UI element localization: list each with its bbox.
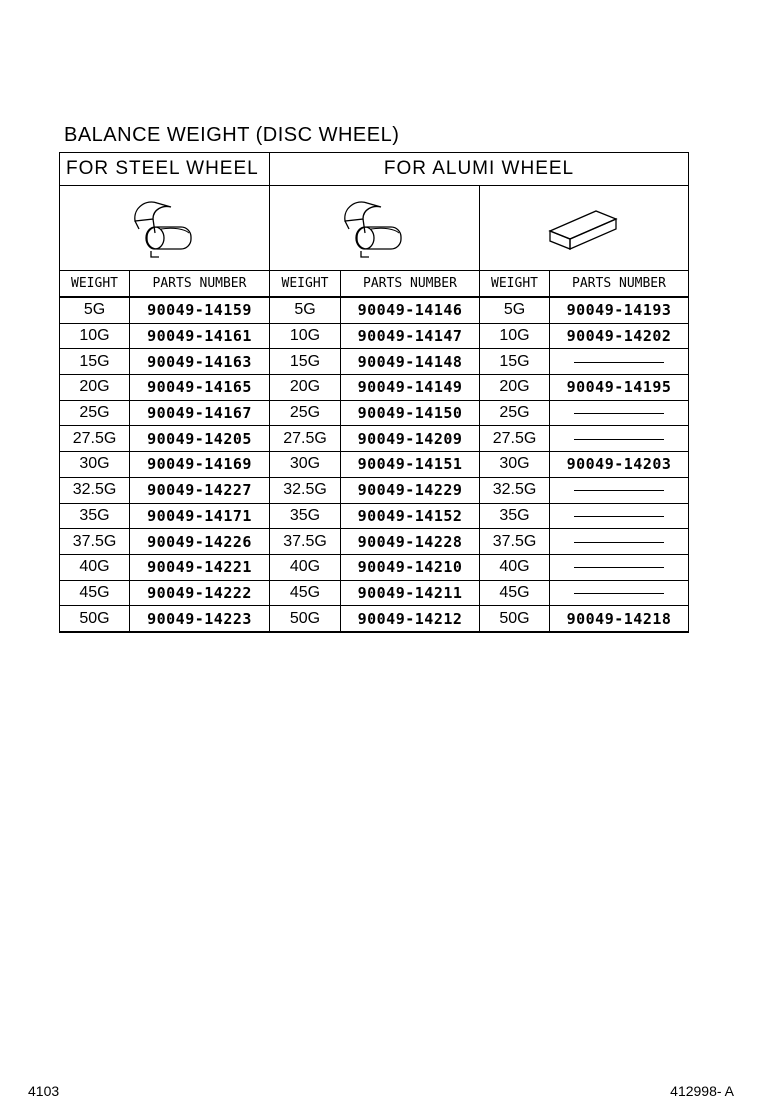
- steel-parts-number-cell: 90049-14163: [130, 349, 270, 375]
- steel-weight-cell: 25G: [60, 400, 130, 426]
- balance-weight-table: [59, 152, 689, 633]
- adhesive-parts-number-cell: [550, 580, 689, 606]
- steel-wheel-header: FOR STEEL WHEEL: [60, 153, 270, 186]
- adhesive-parts-number-cell: 90049-14193: [550, 297, 689, 323]
- table-row: [60, 297, 689, 323]
- steel-parts-number-column-header: PARTS NUMBER: [130, 271, 270, 298]
- adhesive-weight-cell: 27.5G: [480, 426, 550, 452]
- alumi-parts-number-cell: 90049-14228: [341, 529, 480, 555]
- adhesive-weight-cell: 32.5G: [480, 477, 550, 503]
- steel-weight-cell: 27.5G: [60, 426, 130, 452]
- steel-parts-number-cell: 90049-14171: [130, 503, 270, 529]
- alumi-parts-number-column-header: PARTS NUMBER: [341, 271, 480, 298]
- steel-parts-number-cell: 90049-14169: [130, 452, 270, 478]
- alumi-weight-cell: 40G: [270, 554, 341, 580]
- not-available-dash: [574, 413, 664, 414]
- table-row: [60, 400, 689, 426]
- table-row: [60, 375, 689, 401]
- alumi-parts-number-cell: 90049-14148: [341, 349, 480, 375]
- steel-weight-cell: 30G: [60, 452, 130, 478]
- steel-weight-cell: 5G: [60, 297, 130, 323]
- adhesive-parts-number-cell: 90049-14195: [550, 375, 689, 401]
- adhesive-parts-number-cell: [550, 529, 689, 555]
- table-row: [60, 580, 689, 606]
- not-available-dash: [574, 542, 664, 543]
- clip-on-weight-icon: [125, 193, 205, 263]
- adhesive-parts-number-cell: 90049-14203: [550, 452, 689, 478]
- adhesive-weight-cell: 45G: [480, 580, 550, 606]
- alumi-parts-number-cell: 90049-14150: [341, 400, 480, 426]
- steel-weight-cell: 10G: [60, 323, 130, 349]
- steel-weight-cell: 15G: [60, 349, 130, 375]
- steel-parts-number-cell: 90049-14161: [130, 323, 270, 349]
- page-number-left: 4103: [28, 1083, 60, 1099]
- adhesive-weight-cell: 15G: [480, 349, 550, 375]
- steel-parts-number-cell: 90049-14159: [130, 297, 270, 323]
- alumi-weight-column-header: WEIGHT: [270, 271, 341, 298]
- adhesive-weight-cell: 30G: [480, 452, 550, 478]
- adhesive-parts-number-cell: 90049-14202: [550, 323, 689, 349]
- illustration-code: 412998- A: [670, 1083, 734, 1099]
- alumi-weight-cell: 25G: [270, 400, 341, 426]
- steel-parts-number-cell: 90049-14165: [130, 375, 270, 401]
- alumi-parts-number-cell: 90049-14229: [341, 477, 480, 503]
- alumi-weight-cell: 32.5G: [270, 477, 341, 503]
- adhesive-block-weight-icon: [544, 203, 624, 253]
- steel-parts-number-cell: 90049-14167: [130, 400, 270, 426]
- table-row: [60, 452, 689, 478]
- alumi-weight-cell: 30G: [270, 452, 341, 478]
- alumi-weight-cell: 50G: [270, 606, 341, 632]
- adhesive-weight-column-header: WEIGHT: [480, 271, 550, 298]
- steel-parts-number-cell: 90049-14226: [130, 529, 270, 555]
- adhesive-parts-number-cell: [550, 554, 689, 580]
- table-row: [60, 503, 689, 529]
- alumi-parts-number-cell: 90049-14210: [341, 554, 480, 580]
- adhesive-parts-number-cell: [550, 477, 689, 503]
- alumi-parts-number-cell: 90049-14209: [341, 426, 480, 452]
- steel-weight-cell: 32.5G: [60, 477, 130, 503]
- alumi-weight-cell: 27.5G: [270, 426, 341, 452]
- page-title: BALANCE WEIGHT (DISC WHEEL): [64, 124, 400, 146]
- steel-weight-cell: 45G: [60, 580, 130, 606]
- adhesive-parts-number-cell: [550, 400, 689, 426]
- table-row: [60, 426, 689, 452]
- alumi-weight-cell: 20G: [270, 375, 341, 401]
- adhesive-parts-number-cell: [550, 349, 689, 375]
- not-available-dash: [574, 439, 664, 440]
- not-available-dash: [574, 516, 664, 517]
- table-row: [60, 323, 689, 349]
- alumi-weight-cell: 5G: [270, 297, 341, 323]
- not-available-dash: [574, 490, 664, 491]
- adhesive-weight-cell: 37.5G: [480, 529, 550, 555]
- table-row: [60, 606, 689, 632]
- alumi-parts-number-cell: 90049-14211: [341, 580, 480, 606]
- not-available-dash: [574, 593, 664, 594]
- adhesive-parts-number-cell: [550, 426, 689, 452]
- adhesive-weight-cell: 25G: [480, 400, 550, 426]
- steel-parts-number-cell: 90049-14227: [130, 477, 270, 503]
- alumi-weight-cell: 35G: [270, 503, 341, 529]
- steel-weight-cell: 35G: [60, 503, 130, 529]
- table-row: [60, 529, 689, 555]
- alumi-weight-cell: 15G: [270, 349, 341, 375]
- steel-parts-number-cell: 90049-14205: [130, 426, 270, 452]
- alumi-parts-number-cell: 90049-14212: [341, 606, 480, 632]
- adhesive-parts-number-cell: [550, 503, 689, 529]
- steel-weight-cell: 20G: [60, 375, 130, 401]
- alumi-parts-number-cell: 90049-14151: [341, 452, 480, 478]
- adhesive-weight-cell: 40G: [480, 554, 550, 580]
- adhesive-weight-cell: 35G: [480, 503, 550, 529]
- not-available-dash: [574, 567, 664, 568]
- alumi-parts-number-cell: 90049-14152: [341, 503, 480, 529]
- alumi-parts-number-cell: 90049-14146: [341, 297, 480, 323]
- adhesive-parts-number-column-header: PARTS NUMBER: [550, 271, 689, 298]
- alumi-weight-cell: 45G: [270, 580, 341, 606]
- table-row: [60, 554, 689, 580]
- table-row: [60, 349, 689, 375]
- adhesive-parts-number-cell: 90049-14218: [550, 606, 689, 632]
- adhesive-weight-cell: 5G: [480, 297, 550, 323]
- alumi-wheel-header: FOR ALUMI WHEEL: [270, 153, 689, 186]
- table-row: [60, 477, 689, 503]
- adhesive-weight-cell: 20G: [480, 375, 550, 401]
- steel-parts-number-cell: 90049-14223: [130, 606, 270, 632]
- alumi-weight-cell: 37.5G: [270, 529, 341, 555]
- adhesive-weight-illustration: [480, 186, 689, 271]
- adhesive-weight-cell: 50G: [480, 606, 550, 632]
- clip-on-weight-icon: [335, 193, 415, 263]
- steel-weight-column-header: WEIGHT: [60, 271, 130, 298]
- steel-clip-weight-illustration: [60, 186, 270, 271]
- adhesive-weight-cell: 10G: [480, 323, 550, 349]
- steel-weight-cell: 50G: [60, 606, 130, 632]
- steel-parts-number-cell: 90049-14222: [130, 580, 270, 606]
- alumi-weight-cell: 10G: [270, 323, 341, 349]
- steel-parts-number-cell: 90049-14221: [130, 554, 270, 580]
- alumi-parts-number-cell: 90049-14149: [341, 375, 480, 401]
- steel-weight-cell: 37.5G: [60, 529, 130, 555]
- alumi-parts-number-cell: 90049-14147: [341, 323, 480, 349]
- not-available-dash: [574, 362, 664, 363]
- alumi-clip-weight-illustration: [270, 186, 480, 271]
- steel-weight-cell: 40G: [60, 554, 130, 580]
